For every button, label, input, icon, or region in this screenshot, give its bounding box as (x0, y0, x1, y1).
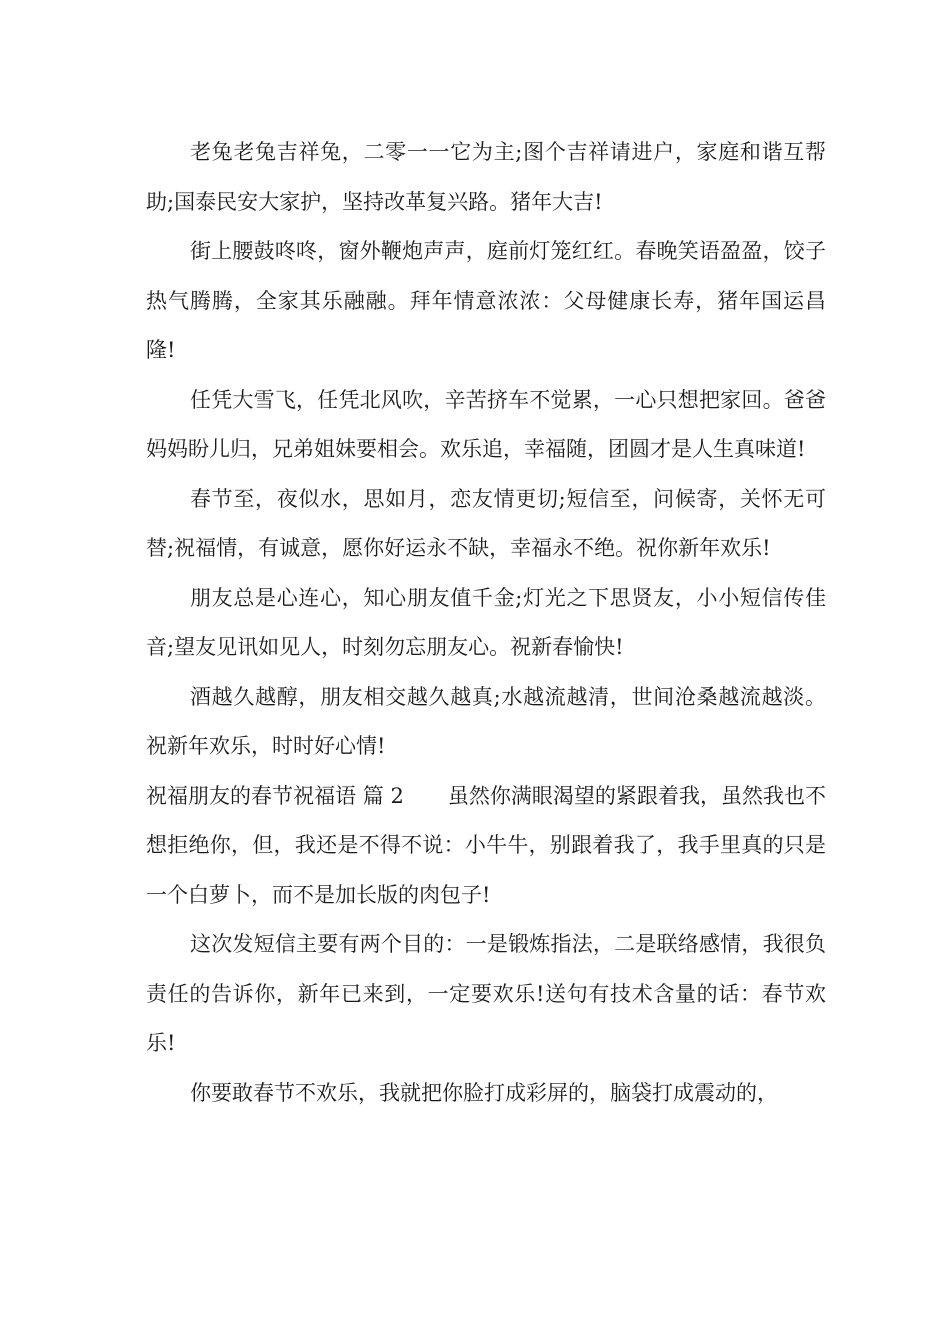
section-title: 祝福朋友的春节祝福语 篇 2 (146, 783, 404, 808)
paragraph-3: 任凭大雪飞，任凭北风吹，辛苦挤车不觉累，一心只想把家回。爸爸妈妈盼儿归，兄弟姐妹要相会。欢乐追，幸福随，团圆才是人生真味道! (146, 387, 826, 461)
section-heading-line (146, 772, 826, 921)
paragraph-8: 你要敢春节不欢乐，我就把你脸打成彩屏的，脑袋打成震动的， (190, 1080, 778, 1105)
section-first-paragraph: 虽然你满眼渴望的紧跟着我，虽然我也不想拒绝你，但，我还是不得不说：小牛牛，别跟着我了，我手里真的只是一个白萝卜，而不是加长版的肉包子! (146, 783, 827, 907)
document-body (146, 128, 826, 1118)
paragraph-4: 春节至，夜似水，思如月，恋友情更切;短信至，问候寄，关怀无可替;祝福情，有诚意，愿你好运永不缺，幸福永不绝。祝你新年欢乐! (146, 486, 826, 560)
paragraph-7: 这次发短信主要有两个目的：一是锻炼指法，二是联络感情，我很负责任的告诉你，新年已来到，一定要欢乐!送句有技术含量的话：春节欢乐! (146, 932, 826, 1055)
paragraph-5: 朋友总是心连心，知心朋友值千金;灯光之下思贤友，小小短信传佳音;望友见讯如见人，时刻勿忘朋友心。祝新春愉快! (146, 585, 826, 659)
paragraph-1: 老兔老兔吉祥兔，二零一一它为主;图个吉祥请进户，家庭和谐互帮助;国泰民安大家护，坚持改革复兴路。猪年大吉! (146, 140, 826, 214)
paragraph-6: 酒越久越醇，朋友相交越久越真;水越流越清，世间沧桑越流越淡。祝新年欢乐，时时好心情! (146, 684, 826, 758)
paragraph-2: 街上腰鼓咚咚，窗外鞭炮声声，庭前灯笼红红。春晚笑语盈盈，饺子热气腾腾，全家其乐融融。拜年情意浓浓：父母健康长寿，猪年国运昌隆! (146, 239, 826, 362)
